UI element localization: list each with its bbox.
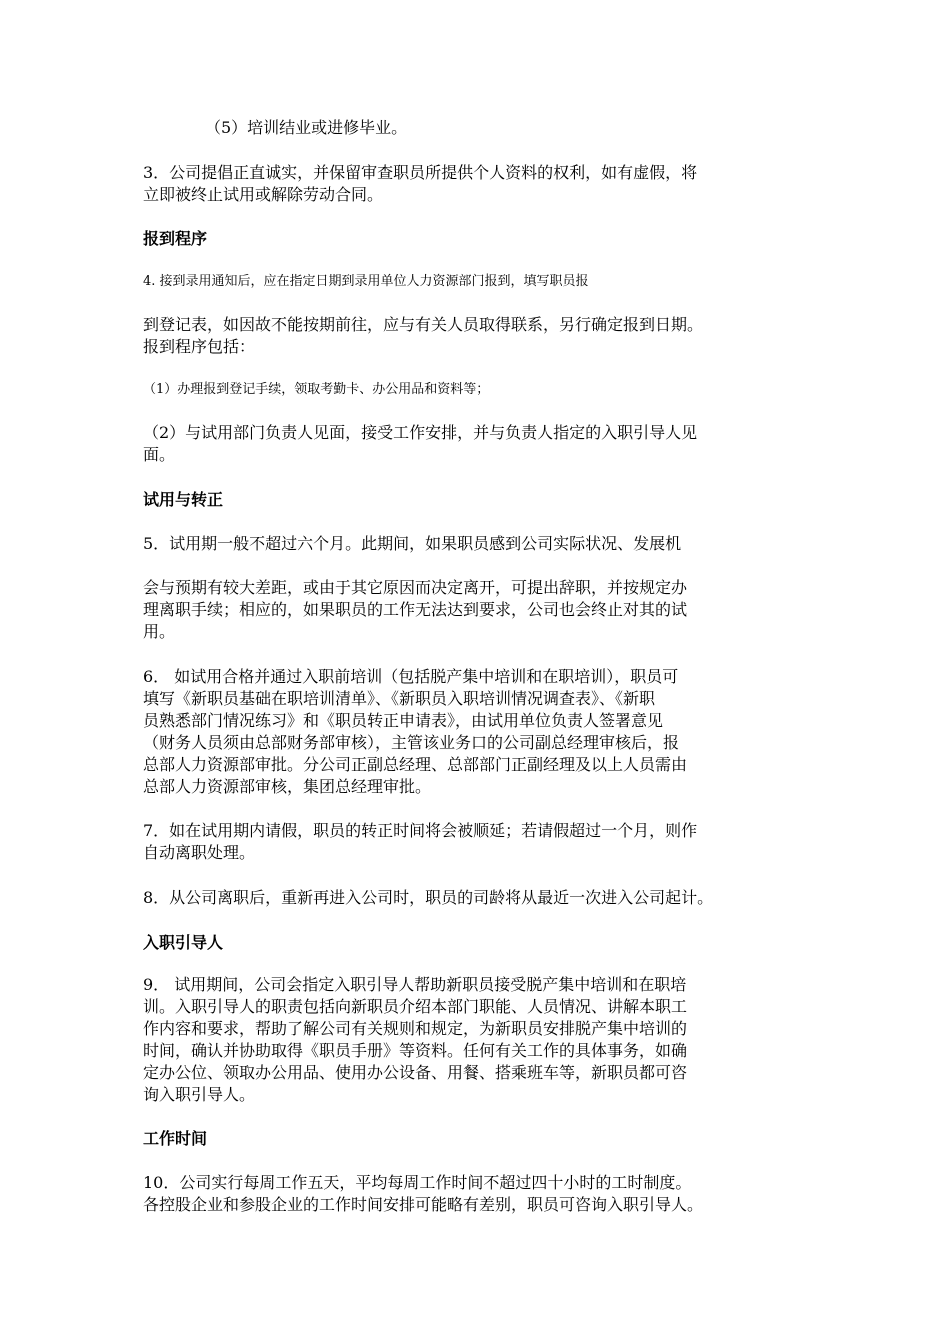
paragraph-line: 10．公司实行每周工作五天，平均每周工作时间不超过四十小时的工时制度。 bbox=[143, 1173, 692, 1192]
paragraph-line: 9． 试用期间，公司会指定入职引导人帮助新职员接受脱产集中培训和在职培 bbox=[143, 975, 687, 994]
section-heading: 试用与转正 bbox=[143, 490, 224, 509]
paragraph-line: 自动离职处理。 bbox=[143, 843, 256, 862]
paragraph-line: 各控股企业和参股企业的工作时间安排可能略有差别，职员可咨询入职引导人。 bbox=[143, 1195, 704, 1214]
list-item: 面。 bbox=[143, 445, 176, 464]
paragraph-line: 理离职手续；相应的，如果职员的工作无法达到要求，公司也会终止对其的试 bbox=[143, 600, 688, 619]
section-heading: 入职引导人 bbox=[143, 933, 224, 952]
paragraph-line: 4. 接到录用通知后，应在指定日期到录用单位人力资源部门报到，填写职员报 bbox=[143, 274, 589, 289]
paragraph-line: 立即被终止试用或解除劳动合同。 bbox=[143, 185, 384, 204]
paragraph-line: 8．从公司离职后，重新再进入公司时，职员的司龄将从最近一次进入公司起计。 bbox=[143, 888, 714, 907]
paragraph-line: 5．试用期一般不超过六个月。此期间，如果职员感到公司实际状况、发展机 bbox=[143, 534, 682, 553]
paragraph-line: 报到程序包括： bbox=[143, 337, 256, 356]
section-heading: 工作时间 bbox=[143, 1129, 208, 1148]
paragraph-line: 询入职引导人。 bbox=[143, 1085, 256, 1104]
paragraph-line: 时间，确认并协助取得《职员手册》等资料。任何有关工作的具体事务，如确 bbox=[143, 1041, 688, 1060]
paragraph-line: 会与预期有较大差距，或由于其它原因而决定离开，可提出辞职，并按规定办 bbox=[143, 578, 688, 597]
paragraph-line: （财务人员须由总部财务部审核），主管该业务口的公司副总经理审核后，报 bbox=[143, 733, 680, 752]
paragraph-line: 6． 如试用合格并通过入职前培训（包括脱产集中培训和在职培训），职员可 bbox=[143, 667, 679, 686]
paragraph-line: 总部人力资源部审批。分公司正副总经理、总部部门正副经理及以上人员需由 bbox=[143, 755, 688, 774]
paragraph-line: 员熟悉部门情况练习》和《职员转正申请表》，由试用单位负责人签署意见 bbox=[143, 711, 664, 730]
list-item: （1）办理报到登记手续，领取考勤卡、办公用品和资料等； bbox=[143, 382, 490, 397]
paragraph-line: 3．公司提倡正直诚实，并保留审查职员所提供个人资料的权利，如有虚假，将 bbox=[143, 163, 698, 182]
section-heading: 报到程序 bbox=[143, 229, 208, 248]
list-item: （5）培训结业或进修毕业。 bbox=[205, 118, 408, 137]
paragraph-line: 7．如在试用期内请假，职员的转正时间将会被顺延；若请假超过一个月，则作 bbox=[143, 821, 698, 840]
paragraph-line: 定办公位、领取办公用品、使用办公设备、用餐、搭乘班车等，新职员都可咨 bbox=[143, 1063, 688, 1082]
paragraph-line: 训。入职引导人的职责包括向新职员介绍本部门职能、人员情况、讲解本职工 bbox=[143, 997, 688, 1016]
paragraph-line: 用。 bbox=[143, 622, 176, 641]
paragraph-line: 总部人力资源部审核，集团总经理审批。 bbox=[143, 777, 432, 796]
paragraph-line: 填写《新职员基础在职培训清单》、《新职员入职培训情况调查表》、《新职 bbox=[143, 689, 656, 708]
paragraph-line: 作内容和要求，帮助了解公司有关规则和规定，为新职员安排脱产集中培训的 bbox=[143, 1019, 688, 1038]
list-item: （2）与试用部门负责人见面，接受工作安排，并与负责人指定的入职引导人见 bbox=[143, 423, 698, 442]
paragraph-line: 到登记表，如因故不能按期前往，应与有关人员取得联系，另行确定报到日期。 bbox=[143, 315, 704, 334]
